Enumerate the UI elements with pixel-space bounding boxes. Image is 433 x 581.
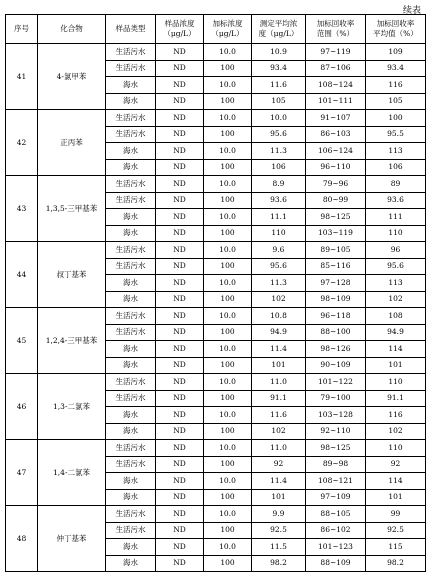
cell-sample-type: 海水 — [106, 209, 156, 226]
cell-measured-avg: 10.9 — [252, 44, 306, 61]
header-recovery-range-line1: 加标回收率 — [316, 19, 355, 28]
cell-sample-type: 海水 — [106, 143, 156, 160]
cell-compound: 正丙苯 — [38, 110, 106, 176]
cell-recovery-range: 85~116 — [306, 258, 366, 275]
cell-sample-conc: ND — [156, 225, 204, 242]
cell-measured-avg: 94.9 — [252, 324, 306, 341]
cell-measured-avg: 11.0 — [252, 374, 306, 391]
cell-sample-type: 生活污水 — [106, 192, 156, 209]
cell-measured-avg: 92.5 — [252, 522, 306, 539]
cell-spike-conc: 100 — [204, 489, 252, 506]
cell-recovery-avg: 95.5 — [366, 126, 426, 143]
cell-sample-conc: ND — [156, 242, 204, 259]
header-compound: 化合物 — [38, 15, 106, 44]
cell-recovery-avg: 110 — [366, 440, 426, 457]
cell-sample-conc: ND — [156, 291, 204, 308]
cell-compound: 1,3-二氯苯 — [38, 374, 106, 440]
cell-sample-type: 海水 — [106, 225, 156, 242]
header-spike-conc — [204, 15, 252, 44]
cell-measured-avg: 11.3 — [252, 143, 306, 160]
cell-measured-avg: 10.8 — [252, 308, 306, 325]
cell-spike-conc: 100 — [204, 324, 252, 341]
cell-recovery-avg: 113 — [366, 143, 426, 160]
cell-sample-type: 生活污水 — [106, 440, 156, 457]
cell-sample-type: 海水 — [106, 275, 156, 292]
cell-no: 46 — [6, 374, 38, 440]
cell-no: 42 — [6, 110, 38, 176]
cell-sample-type: 生活污水 — [106, 258, 156, 275]
cell-sample-conc: ND — [156, 44, 204, 61]
cell-measured-avg: 11.6 — [252, 407, 306, 424]
cell-sample-type: 海水 — [106, 539, 156, 556]
header-recovery-avg-line1: 加标回收率 — [376, 19, 415, 28]
cell-measured-avg: 8.9 — [252, 176, 306, 193]
cell-measured-avg: 95.6 — [252, 126, 306, 143]
cell-spike-conc: 10.0 — [204, 440, 252, 457]
header-recovery-range — [306, 15, 366, 44]
header-measured-avg-line2: 度（μg/L） — [258, 29, 299, 38]
cell-sample-conc: ND — [156, 407, 204, 424]
cell-spike-conc: 100 — [204, 60, 252, 77]
cell-sample-type: 生活污水 — [106, 44, 156, 61]
cell-recovery-range: 96~110 — [306, 159, 366, 176]
table-body — [6, 44, 426, 572]
cell-measured-avg: 95.6 — [252, 258, 306, 275]
cell-spike-conc: 10.0 — [204, 506, 252, 523]
cell-recovery-range: 80~99 — [306, 192, 366, 209]
cell-compound: 1,2,4-三甲基苯 — [38, 308, 106, 374]
cell-recovery-avg: 114 — [366, 473, 426, 490]
cell-spike-conc: 100 — [204, 522, 252, 539]
cell-spike-conc: 10.0 — [204, 110, 252, 127]
cell-measured-avg: 91.1 — [252, 390, 306, 407]
cell-sample-type: 海水 — [106, 489, 156, 506]
cell-sample-conc: ND — [156, 143, 204, 160]
cell-recovery-avg: 94.9 — [366, 324, 426, 341]
cell-recovery-range: 101~122 — [306, 374, 366, 391]
cell-recovery-avg: 101 — [366, 357, 426, 374]
cell-spike-conc: 100 — [204, 423, 252, 440]
cell-measured-avg: 98.2 — [252, 555, 306, 572]
cell-sample-type: 生活污水 — [106, 506, 156, 523]
cell-recovery-range: 96~118 — [306, 308, 366, 325]
cell-recovery-range: 103~128 — [306, 407, 366, 424]
cell-measured-avg: 110 — [252, 225, 306, 242]
cell-recovery-range: 86~102 — [306, 522, 366, 539]
table-row — [6, 110, 426, 127]
cell-sample-type: 生活污水 — [106, 374, 156, 391]
cell-recovery-range: 89~105 — [306, 242, 366, 259]
table-row — [6, 506, 426, 523]
cell-recovery-range: 106~124 — [306, 143, 366, 160]
cell-spike-conc: 10.0 — [204, 143, 252, 160]
cell-recovery-range: 108~121 — [306, 473, 366, 490]
cell-measured-avg: 11.3 — [252, 275, 306, 292]
cell-recovery-avg: 109 — [366, 44, 426, 61]
cell-recovery-avg: 102 — [366, 291, 426, 308]
cell-spike-conc: 10.0 — [204, 374, 252, 391]
cell-measured-avg: 11.6 — [252, 77, 306, 94]
cell-sample-type: 海水 — [106, 407, 156, 424]
cell-spike-conc: 100 — [204, 225, 252, 242]
cell-measured-avg: 11.4 — [252, 341, 306, 358]
cell-sample-type: 生活污水 — [106, 110, 156, 127]
cell-sample-type: 海水 — [106, 341, 156, 358]
cell-recovery-range: 79~96 — [306, 176, 366, 193]
cell-sample-type: 生活污水 — [106, 456, 156, 473]
cell-sample-conc: ND — [156, 60, 204, 77]
cell-sample-conc: ND — [156, 324, 204, 341]
cell-recovery-avg: 114 — [366, 341, 426, 358]
cell-spike-conc: 100 — [204, 192, 252, 209]
cell-compound: 1,3,5-三甲基苯 — [38, 176, 106, 242]
header-sample-type: 样品类型 — [106, 15, 156, 44]
cell-recovery-range: 88~100 — [306, 324, 366, 341]
cell-spike-conc: 10.0 — [204, 308, 252, 325]
cell-sample-type: 海水 — [106, 77, 156, 94]
cell-compound: 4-氯甲苯 — [38, 44, 106, 110]
cell-sample-type: 生活污水 — [106, 390, 156, 407]
cell-spike-conc: 10.0 — [204, 44, 252, 61]
cell-sample-conc: ND — [156, 522, 204, 539]
cell-spike-conc: 10.0 — [204, 341, 252, 358]
cell-spike-conc: 100 — [204, 390, 252, 407]
cell-sample-conc: ND — [156, 506, 204, 523]
cell-no: 48 — [6, 506, 38, 572]
cell-sample-conc: ND — [156, 489, 204, 506]
cell-recovery-avg: 100 — [366, 110, 426, 127]
cell-recovery-range: 92~110 — [306, 423, 366, 440]
header-spike-conc-line2: （μg/L） — [211, 29, 244, 38]
cell-spike-conc: 10.0 — [204, 209, 252, 226]
cell-measured-avg: 101 — [252, 489, 306, 506]
cell-measured-avg: 11.4 — [252, 473, 306, 490]
header-spike-conc-line1: 加标浓度 — [212, 19, 243, 28]
cell-compound: 仲丁基苯 — [38, 506, 106, 572]
cell-sample-conc: ND — [156, 539, 204, 556]
cell-recovery-avg: 98.2 — [366, 555, 426, 572]
cell-measured-avg: 92 — [252, 456, 306, 473]
cell-spike-conc: 10.0 — [204, 242, 252, 259]
cell-recovery-range: 79~100 — [306, 390, 366, 407]
cell-sample-conc: ND — [156, 77, 204, 94]
cell-spike-conc: 10.0 — [204, 176, 252, 193]
header-sample-conc — [156, 15, 204, 44]
continued-label: 续表 — [402, 6, 421, 16]
cell-sample-type: 海水 — [106, 423, 156, 440]
cell-recovery-range: 97~109 — [306, 489, 366, 506]
cell-sample-conc: ND — [156, 456, 204, 473]
cell-sample-conc: ND — [156, 374, 204, 391]
cell-recovery-avg: 115 — [366, 539, 426, 556]
cell-recovery-range: 97~128 — [306, 275, 366, 292]
cell-recovery-avg: 102 — [366, 423, 426, 440]
cell-recovery-range: 101~111 — [306, 93, 366, 110]
cell-sample-type: 海水 — [106, 291, 156, 308]
cell-sample-type: 生活污水 — [106, 522, 156, 539]
cell-compound: 叔丁基苯 — [38, 242, 106, 308]
cell-spike-conc: 10.0 — [204, 407, 252, 424]
cell-recovery-avg: 116 — [366, 77, 426, 94]
cell-sample-conc: ND — [156, 473, 204, 490]
cell-sample-type: 生活污水 — [106, 324, 156, 341]
cell-no: 41 — [6, 44, 38, 110]
cell-spike-conc: 100 — [204, 258, 252, 275]
cell-measured-avg: 106 — [252, 159, 306, 176]
header-recovery-avg-line2: 平均值（%） — [373, 29, 418, 38]
cell-recovery-range: 87~106 — [306, 60, 366, 77]
table-row — [6, 440, 426, 457]
cell-recovery-range: 97~119 — [306, 44, 366, 61]
cell-recovery-avg: 105 — [366, 93, 426, 110]
cell-sample-conc: ND — [156, 209, 204, 226]
cell-recovery-avg: 93.4 — [366, 60, 426, 77]
header-measured-avg-line1: 测定平均浓 — [259, 19, 298, 28]
table-row — [6, 308, 426, 325]
cell-recovery-avg: 92 — [366, 456, 426, 473]
cell-measured-avg: 9.6 — [252, 242, 306, 259]
cell-sample-conc: ND — [156, 390, 204, 407]
cell-no: 45 — [6, 308, 38, 374]
cell-spike-conc: 100 — [204, 291, 252, 308]
cell-compound: 1,4-二氯苯 — [38, 440, 106, 506]
cell-sample-conc: ND — [156, 341, 204, 358]
cell-sample-conc: ND — [156, 126, 204, 143]
cell-no: 47 — [6, 440, 38, 506]
cell-sample-conc: ND — [156, 275, 204, 292]
cell-spike-conc: 10.0 — [204, 473, 252, 490]
cell-recovery-range: 103~119 — [306, 225, 366, 242]
header-measured-avg — [252, 15, 306, 44]
cell-sample-conc: ND — [156, 555, 204, 572]
cell-recovery-range: 101~123 — [306, 539, 366, 556]
cell-spike-conc: 100 — [204, 126, 252, 143]
cell-measured-avg: 9.9 — [252, 506, 306, 523]
cell-recovery-range: 108~124 — [306, 77, 366, 94]
cell-recovery-avg: 89 — [366, 176, 426, 193]
recovery-table — [5, 14, 426, 572]
cell-recovery-avg: 111 — [366, 209, 426, 226]
header-recovery-avg — [366, 15, 426, 44]
header-no: 序号 — [6, 15, 38, 44]
cell-recovery-avg: 101 — [366, 489, 426, 506]
cell-sample-conc: ND — [156, 159, 204, 176]
cell-recovery-avg: 93.6 — [366, 192, 426, 209]
cell-measured-avg: 11.5 — [252, 539, 306, 556]
cell-measured-avg: 93.6 — [252, 192, 306, 209]
cell-sample-type: 海水 — [106, 473, 156, 490]
cell-recovery-avg: 108 — [366, 308, 426, 325]
cell-sample-conc: ND — [156, 192, 204, 209]
cell-spike-conc: 100 — [204, 555, 252, 572]
cell-recovery-range: 89~98 — [306, 456, 366, 473]
cell-recovery-range: 88~105 — [306, 506, 366, 523]
cell-recovery-avg: 106 — [366, 159, 426, 176]
cell-spike-conc: 100 — [204, 93, 252, 110]
cell-spike-conc: 10.0 — [204, 77, 252, 94]
cell-measured-avg: 93.4 — [252, 60, 306, 77]
cell-recovery-avg: 110 — [366, 225, 426, 242]
cell-sample-type: 海水 — [106, 93, 156, 110]
cell-spike-conc: 10.0 — [204, 275, 252, 292]
cell-sample-conc: ND — [156, 423, 204, 440]
cell-recovery-range: 91~107 — [306, 110, 366, 127]
cell-no: 43 — [6, 176, 38, 242]
cell-spike-conc: 10.0 — [204, 539, 252, 556]
cell-recovery-avg: 116 — [366, 407, 426, 424]
cell-recovery-range: 86~103 — [306, 126, 366, 143]
cell-recovery-avg: 92.5 — [366, 522, 426, 539]
cell-measured-avg: 101 — [252, 357, 306, 374]
cell-sample-conc: ND — [156, 258, 204, 275]
cell-recovery-avg: 113 — [366, 275, 426, 292]
header-row — [6, 15, 426, 44]
cell-recovery-range: 98~109 — [306, 291, 366, 308]
cell-sample-type: 生活污水 — [106, 176, 156, 193]
cell-sample-conc: ND — [156, 357, 204, 374]
cell-sample-type: 生活污水 — [106, 126, 156, 143]
cell-sample-conc: ND — [156, 176, 204, 193]
cell-sample-conc: ND — [156, 308, 204, 325]
cell-spike-conc: 100 — [204, 159, 252, 176]
cell-sample-conc: ND — [156, 93, 204, 110]
table-row — [6, 44, 426, 61]
cell-recovery-range: 98~126 — [306, 341, 366, 358]
cell-recovery-avg: 96 — [366, 242, 426, 259]
cell-sample-type: 海水 — [106, 159, 156, 176]
cell-sample-type: 海水 — [106, 357, 156, 374]
cell-no: 44 — [6, 242, 38, 308]
cell-recovery-range: 88~109 — [306, 555, 366, 572]
cell-recovery-avg: 99 — [366, 506, 426, 523]
cell-sample-type: 生活污水 — [106, 308, 156, 325]
cell-measured-avg: 102 — [252, 291, 306, 308]
cell-sample-conc: ND — [156, 440, 204, 457]
cell-sample-type: 生活污水 — [106, 60, 156, 77]
table-row — [6, 242, 426, 259]
cell-measured-avg: 105 — [252, 93, 306, 110]
header-sample-conc-line1: 样品浓度 — [164, 19, 195, 28]
cell-recovery-avg: 91.1 — [366, 390, 426, 407]
cell-measured-avg: 11.1 — [252, 209, 306, 226]
header-sample-conc-line2: （μg/L） — [163, 29, 196, 38]
cell-measured-avg: 102 — [252, 423, 306, 440]
cell-recovery-avg: 95.6 — [366, 258, 426, 275]
cell-spike-conc: 100 — [204, 357, 252, 374]
cell-sample-type: 生活污水 — [106, 242, 156, 259]
cell-measured-avg: 11.0 — [252, 440, 306, 457]
cell-recovery-range: 98~125 — [306, 440, 366, 457]
cell-spike-conc: 100 — [204, 456, 252, 473]
cell-measured-avg: 10.0 — [252, 110, 306, 127]
cell-recovery-range: 90~109 — [306, 357, 366, 374]
cell-sample-conc: ND — [156, 110, 204, 127]
cell-recovery-range: 98~125 — [306, 209, 366, 226]
header-recovery-range-line2: 范围（%） — [316, 29, 355, 38]
table-row — [6, 374, 426, 391]
table-row — [6, 176, 426, 193]
cell-recovery-avg: 110 — [366, 374, 426, 391]
cell-sample-type: 海水 — [106, 555, 156, 572]
